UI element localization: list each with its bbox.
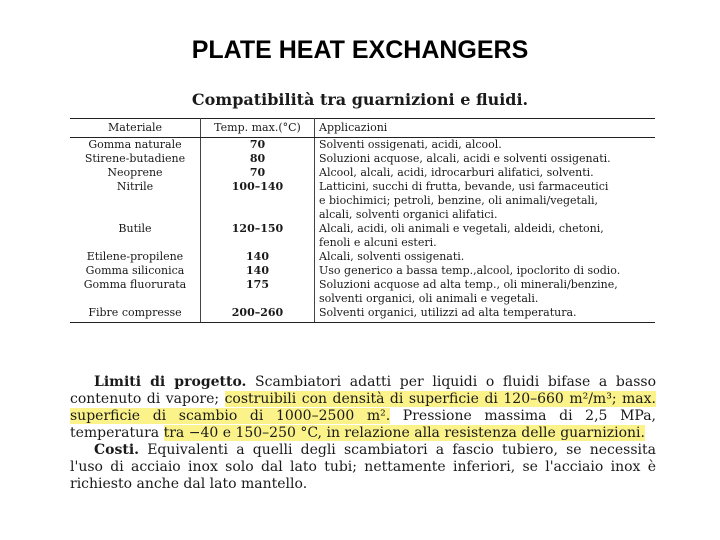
cell-applications — [315, 166, 656, 180]
cell-temp: 140 — [201, 250, 315, 264]
cell-applications — [315, 264, 656, 278]
header-material: Materiale — [70, 119, 201, 138]
cell-temp: 175 — [201, 278, 315, 306]
applications-line: Latticini, succhi di frutta, bevande, usi farmaceutici — [319, 180, 609, 193]
applications-line: fenoli e alcuni esteri. — [319, 236, 437, 249]
costs-paragraph — [70, 442, 656, 493]
design-limits-text — [70, 374, 656, 493]
limits-paragraph — [70, 374, 656, 442]
applications-line: Solventi organici, utilizzi ad alta temperatura. — [319, 306, 577, 319]
applications-line: alcali, solventi organici alifatici. — [319, 208, 498, 221]
cell-applications — [315, 138, 656, 153]
table-row — [70, 166, 655, 180]
cell-applications — [315, 306, 656, 323]
cell-material: Butile — [70, 222, 201, 250]
cell-material: Gomma siliconica — [70, 264, 201, 278]
cell-applications — [315, 180, 656, 222]
cell-material: Gomma fluorurata — [70, 278, 201, 306]
cell-applications — [315, 278, 656, 306]
table-row — [70, 152, 655, 166]
cell-material: Nitrile — [70, 180, 201, 222]
cell-temp: 140 — [201, 264, 315, 278]
limits-text-1: Scambiatori adatti per liquidi o fluidi bifase a basso contenuto di vapore; — [70, 374, 656, 407]
applications-line: Solventi ossigenati, acidi, alcool. — [319, 138, 502, 151]
applications-line: Alcali, solventi ossigenati. — [319, 250, 465, 263]
cell-material: Neoprene — [70, 166, 201, 180]
costs-text: Equivalenti a quelli degli scambiatori a fascio tubiero, se necessita l'uso di acciaio inox solo dal lato tubi; nettamente inferiori, se l'acciaio inox è richiesto anche dal lato mantello. — [70, 442, 656, 492]
applications-line: Soluzioni acquose ad alta temp., oli minerali/benzine, — [319, 278, 618, 291]
applications-line: Alcali, acidi, oli animali e vegetali, aldeidi, chetoni, — [319, 222, 604, 235]
cell-material: Stirene-butadiene — [70, 152, 201, 166]
limits-label: Limiti di progetto. — [94, 374, 247, 390]
cell-applications — [315, 250, 656, 264]
slide-title: PLATE HEAT EXCHANGERS — [191, 36, 529, 64]
costs-label: Costi. — [94, 442, 140, 458]
cell-temp: 70 — [201, 138, 315, 153]
cell-material: Gomma naturale — [70, 138, 201, 153]
applications-line: e biochimici; petroli, benzine, oli animali/vegetali, — [319, 194, 599, 207]
table-row — [70, 250, 655, 264]
applications-line: Uso generico a bassa temp.,alcool, ipoclorito di sodio. — [319, 264, 621, 277]
applications-line: Alcool, alcali, acidi, idrocarburi alifatici, solventi. — [319, 166, 594, 179]
compatibility-table — [70, 118, 655, 323]
cell-material: Fibre compresse — [70, 306, 201, 323]
header-applications: Applicazioni — [315, 119, 656, 138]
table-title: Compatibilità tra guarnizioni e fluidi. — [191, 90, 529, 109]
cell-temp: 120–150 — [201, 222, 315, 250]
cell-material: Etilene-propilene — [70, 250, 201, 264]
table-row — [70, 306, 655, 323]
applications-line: solventi organici, oli animali e vegetali. — [319, 292, 539, 305]
cell-temp: 70 — [201, 166, 315, 180]
cell-temp: 200–260 — [201, 306, 315, 323]
table-header-row — [70, 119, 655, 138]
limits-highlight-2: tra −40 e 150–250 °C, in relazione alla resistenza delle guarnizioni. — [163, 425, 645, 441]
cell-temp: 80 — [201, 152, 315, 166]
applications-line: Soluzioni acquose, alcali, acidi e solventi ossigenati. — [319, 152, 611, 165]
cell-applications — [315, 222, 656, 250]
table-row — [70, 138, 655, 153]
table-row — [70, 222, 655, 250]
table-row — [70, 278, 655, 306]
header-temp-max: Temp. max.(°C) — [201, 119, 315, 138]
table-row — [70, 180, 655, 222]
cell-temp: 100–140 — [201, 180, 315, 222]
table-row — [70, 264, 655, 278]
limits-text-2: Pressione massima di 2,5 MPa, temperatura — [70, 408, 656, 441]
cell-applications — [315, 152, 656, 166]
limits-highlight-1: costruibili con densità di superficie di 120–660 m²/m³; max. superficie di scambio di 1000–2500 m². — [70, 391, 657, 424]
